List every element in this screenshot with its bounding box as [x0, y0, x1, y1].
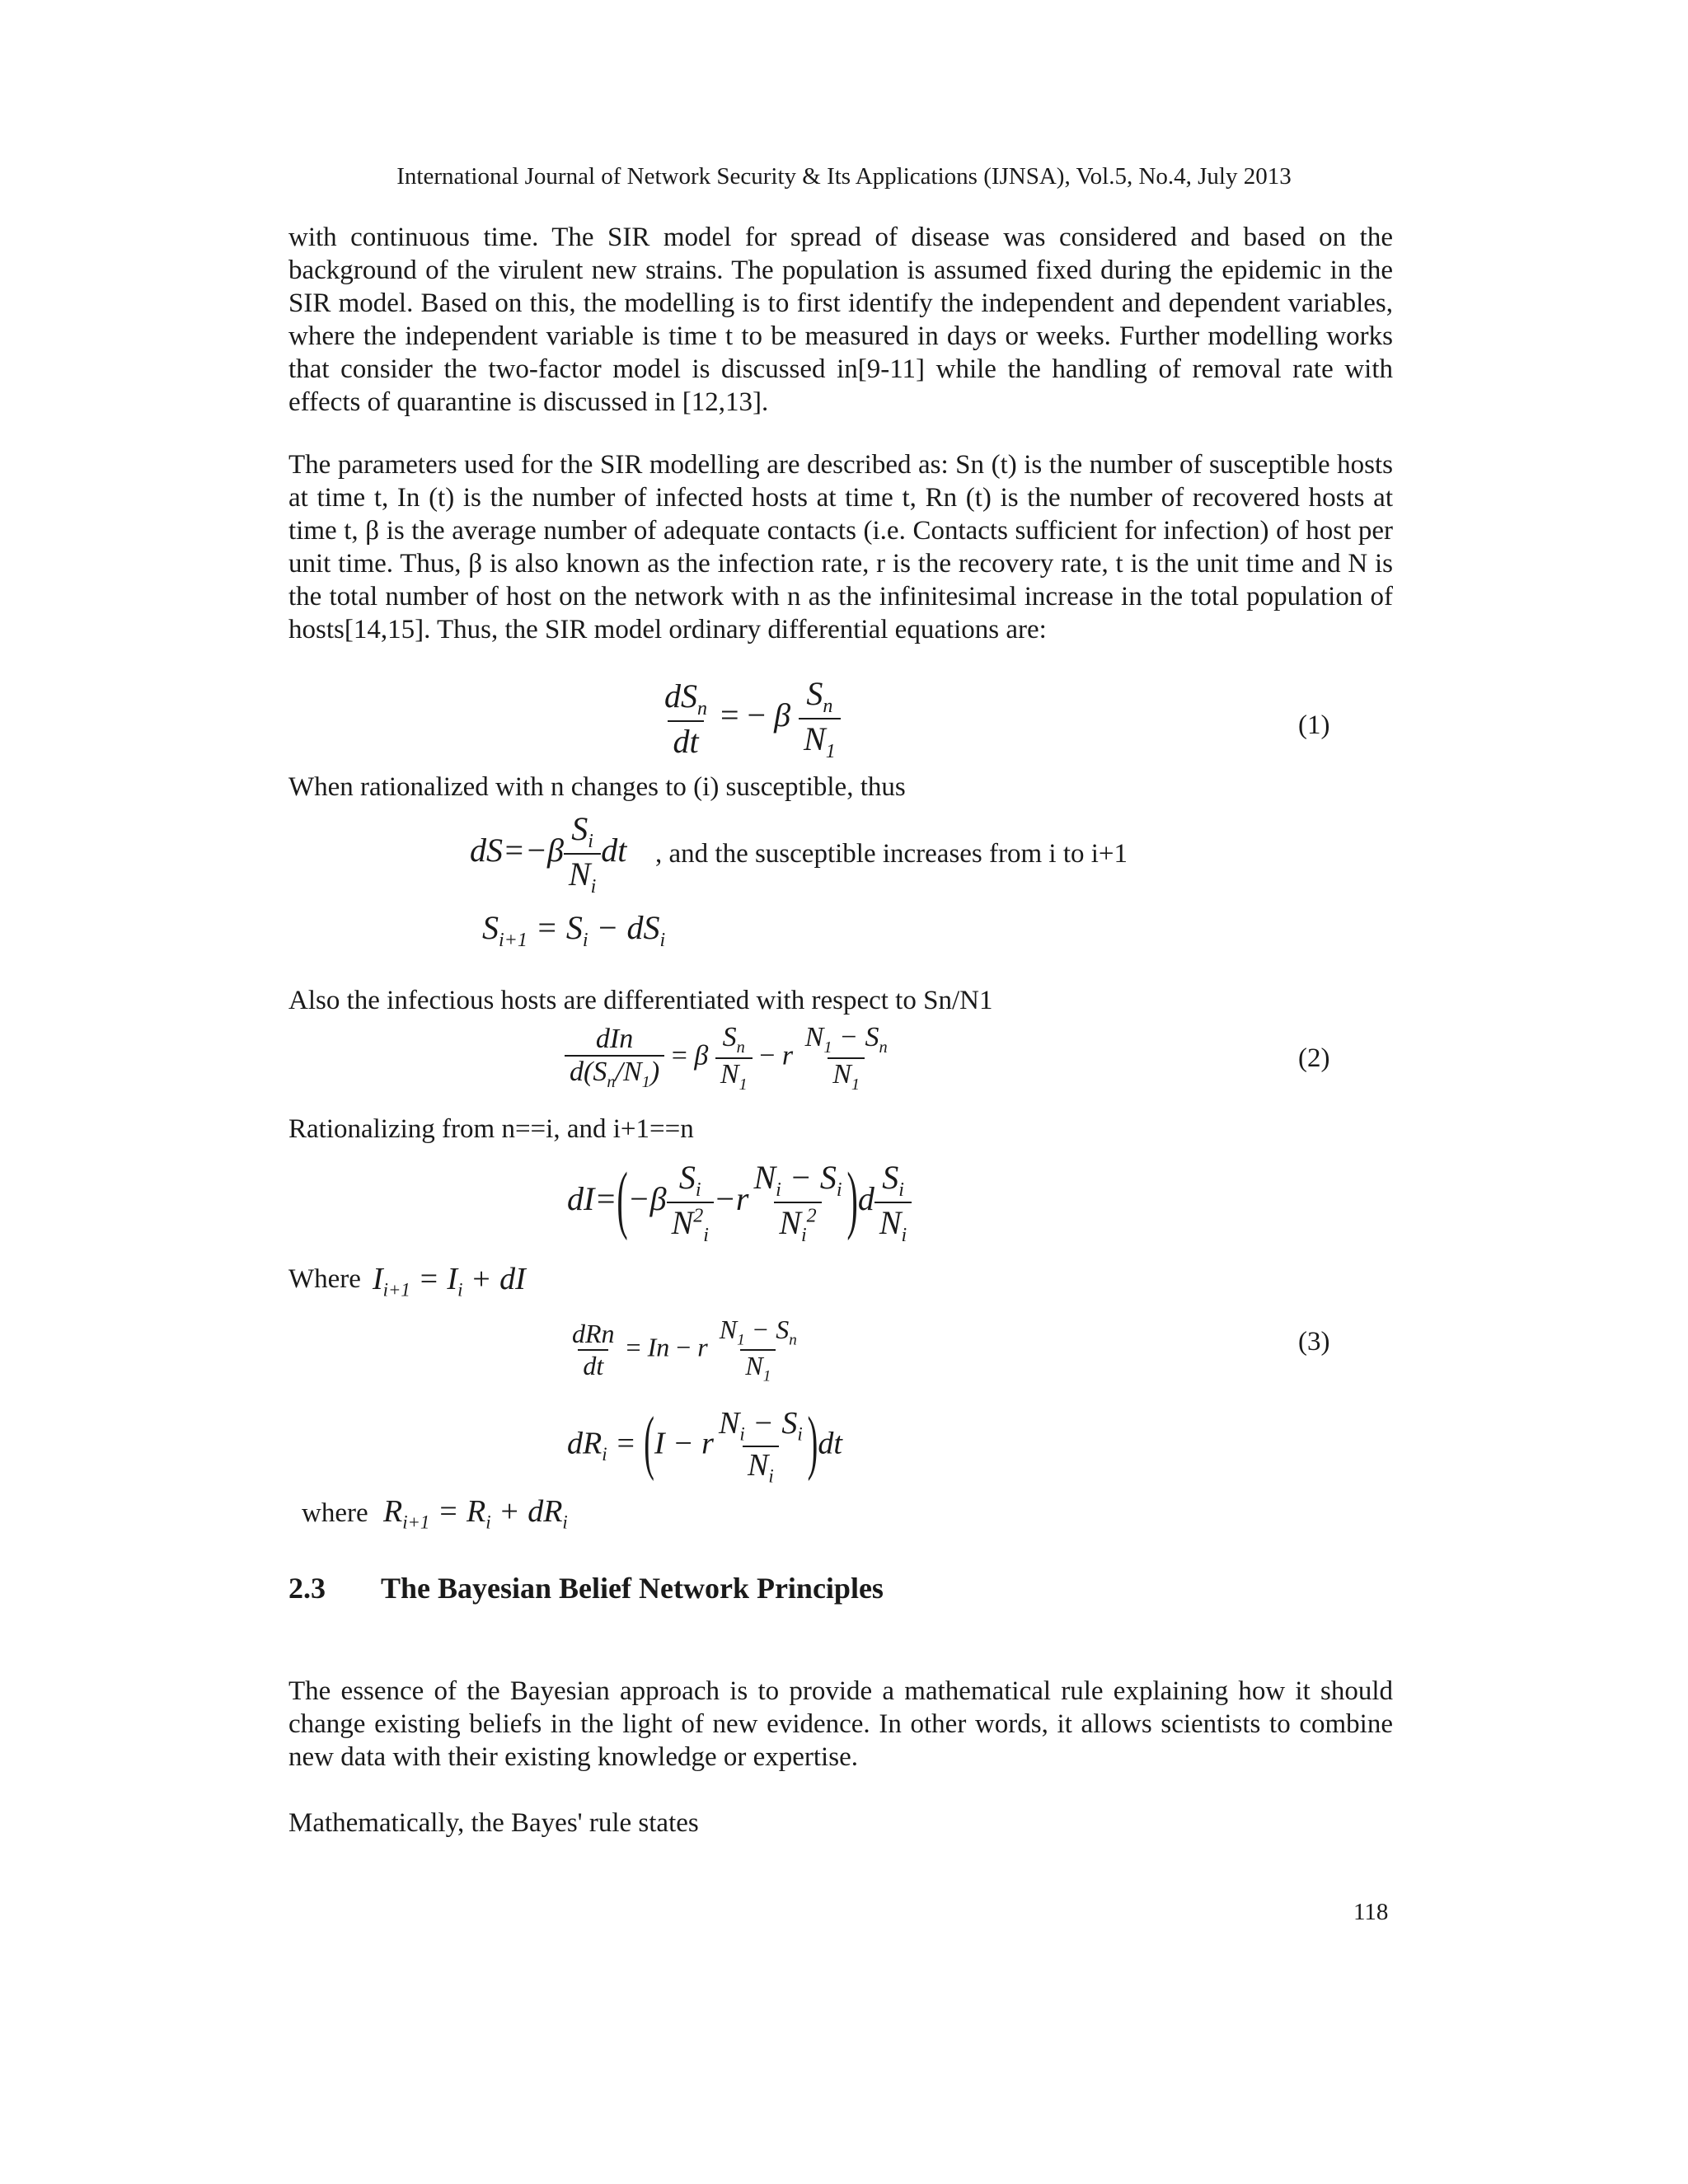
- paragraph-bayes-rule: Mathematically, the Bayes' rule states: [288, 1808, 699, 1838]
- text-rationalized: When rationalized with n changes to (i) susceptible, thus: [288, 772, 906, 802]
- equation-1: $\frac{dS_n}{dt}$ = − β $\frac{S_n}{N_1}$: [659, 674, 841, 763]
- equation-1-number: (1): [1298, 710, 1330, 740]
- text-where: Where: [288, 1264, 361, 1294]
- section-title: The Bayesian Belief Network Principles: [381, 1572, 884, 1605]
- equation-3-number: (3): [1298, 1327, 1330, 1357]
- paragraph-sir-intro: with continuous time. The SIR model for spread of disease was considered and based on the background of the virulent new strains. The population is assumed fixed during the epidemic in the SIR model. Based on this, the modelling is to first identify the independent and dependent variables, where the independent variable is time t to be measured in days or weeks. Further modelling works that consider the two-factor model is discussed in[9-11] while the handling of removal rate with effects of quarantine is discussed in [12,13].: [288, 223, 1393, 417]
- running-header: International Journal of Network Security & Its Applications (IJNSA), Vol.5, No.4, July 2013: [396, 163, 1292, 190]
- text-susceptible-increase: , and the susceptible increases from i to i+1: [655, 839, 1128, 869]
- equation-dr: $dR_i = (I - r$ $\frac{N_i - S_i}{N_i}$ )dt: [567, 1404, 842, 1487]
- equation-di: dI=(−β $\frac{S_i}{N^2_i}$ −r $\frac{N_i - S_i}{N_i^2}$ )d $\frac{S_i}{N_i}$: [567, 1158, 912, 1247]
- equation-r-update: $R_{i+1} = R_i + dR_i$: [383, 1494, 568, 1533]
- text-also-infectious: Also the infectious hosts are differentiated with respect to Sn/N1: [288, 986, 993, 1015]
- equation-s-update: $S_{i+1} = S_i - dS_i$: [482, 909, 666, 951]
- paragraph-bayesian: The essence of the Bayesian approach is to provide a mathematical rule explaining how it should change existing beliefs in the light of new evidence. In other words, it allows scientists to combine new data with their existing knowledge or expertise.: [288, 1676, 1393, 1772]
- text-where-lower: where: [302, 1498, 368, 1528]
- paragraph-parameters: The parameters used for the SIR modelling are described as: Sn (t) is the number of susceptible hosts at time t, In (t) is the number of infected hosts at time t, Rn (t) is the number of recovered hosts at time t, β is the average number of adequate contacts (i.e. Contacts sufficient for infection) of host per unit time. Thus, β is also known as the infection rate, r is the recovery rate, t is the unit time and N is the total number of host on the network with n as the infinitesimal increase in the total population of hosts[14,15]. Thus, the SIR model ordinary differential equations are:: [288, 450, 1393, 644]
- equation-ds: dS=−β $\frac{S_i}{N_i}$ dt: [470, 810, 627, 898]
- text-rationalizing: Rationalizing from n==i, and i+1==n: [288, 1114, 694, 1144]
- equation-2: $\frac{\text{dIn}}{d(S_n/N_1)}$ = β $\frac{S_n}{N_1}$ − r $\frac{N_1 - S_n}{N_1}$: [565, 1022, 893, 1094]
- section-number: 2.3: [288, 1572, 326, 1605]
- page-number: 118: [1353, 1899, 1389, 1925]
- equation-2-number: (2): [1298, 1043, 1330, 1073]
- equation-i-update: $I_{i+1} = I_i$ + dI: [373, 1262, 526, 1301]
- equation-3: $\frac{\text{dRn}}{dt}$ = In − r $\frac{N_1 - S_n}{N_1}$: [572, 1315, 797, 1385]
